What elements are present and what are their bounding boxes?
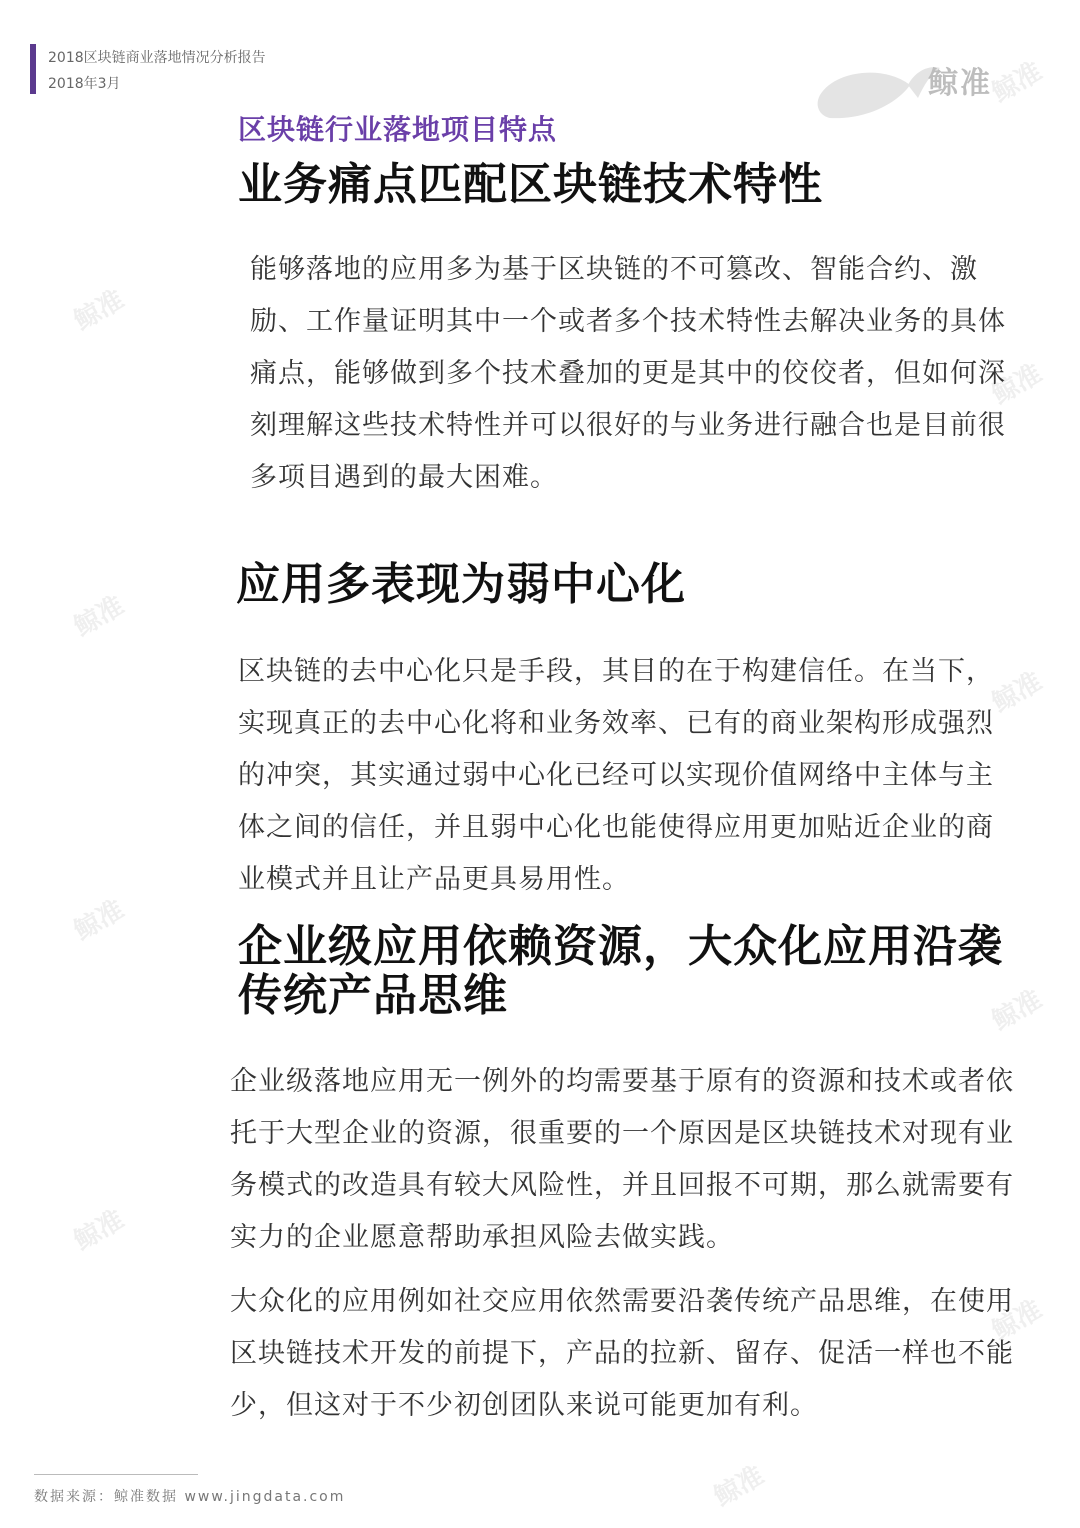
block-heading: 业务痛点匹配区块链技术特性 (238, 159, 823, 210)
block-heading: 应用多表现为弱中心化 (236, 559, 686, 610)
watermark-text: 鲸准 (69, 284, 130, 337)
watermark-text: 鲸准 (987, 56, 1048, 109)
watermark-text: 鲸准 (69, 1204, 130, 1257)
block-paragraph: 能够落地的应用多为基于区块链的不可篡改、智能合约、激励、工作量证明其中一个或者多个技术特性去解决业务的具体痛点，能够做到多个技术叠加的更是其中的佼佼者，但如何深刻理解这些技术特性并可以很好的与业务进行融合也是目前很多项目遇到的最大困难。 (250, 254, 1006, 493)
watermark-text: 鲸准 (69, 590, 130, 643)
block-paragraph: 企业级落地应用无一例外的均需要基于原有的资源和技术或者依托于大型企业的资源，很重要的一个原因是区块链技术对现有业务模式的改造具有较大风险性，并且回报不可期，那么就需要有实力的企业愿意帮助承担风险去做实践。 (230, 1066, 1014, 1253)
report-date: 2018年3月 (48, 76, 121, 92)
watermark-text: 鲸准 (709, 1460, 770, 1513)
block-heading: 企业级应用依赖资源，大众化应用沿袭传统产品思维 (238, 921, 1003, 1022)
watermark-text: 鲸准 (987, 666, 1048, 719)
watermark-text: 鲸准 (987, 984, 1048, 1037)
header-accent-bar (30, 44, 36, 94)
block-paragraph: 区块链的去中心化只是手段，其目的在于构建信任。在当下，实现真正的去中心化将和业务效率、已有的商业架构形成强烈的冲突，其实通过弱中心化已经可以实现价值网络中主体与主体之间的信任，并且弱中心化也能使得应用更加贴近企业的商业模式并且让产品更具易用性。 (238, 656, 994, 895)
report-title: 2018区块链商业落地情况分析报告 (48, 50, 266, 66)
footer-divider (34, 1474, 198, 1475)
watermark-text: 鲸准 (69, 894, 130, 947)
footer-source: 数据来源：鲸准数据 www.jingdata.com (34, 1489, 346, 1505)
watermark-text: 鲸准 (987, 1294, 1048, 1347)
watermark-text: 鲸准 (987, 358, 1048, 411)
brand-logo-text: 鲸准 (928, 66, 992, 101)
section-subtitle: 区块链行业落地项目特点 (238, 113, 558, 146)
block-paragraph: 大众化的应用例如社交应用依然需要沿袭传统产品思维，在使用区块链技术开发的前提下，产品的拉新、留存、促活一样也不能少，但这对于不少初创团队来说可能更加有利。 (230, 1286, 1014, 1421)
